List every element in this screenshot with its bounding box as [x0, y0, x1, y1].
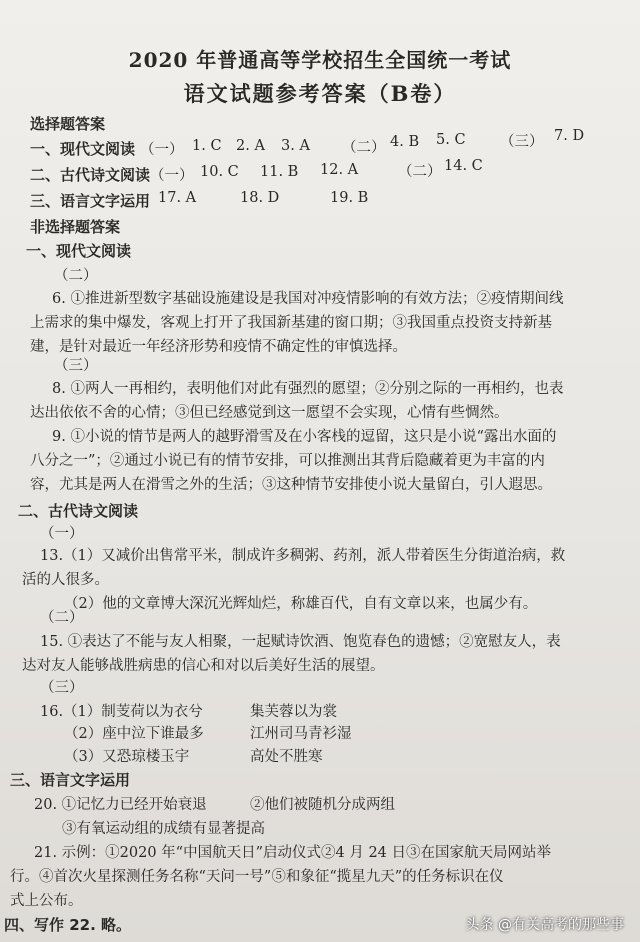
ancient-part1-label: （一） — [40, 526, 84, 542]
q16-1b: 集芙蓉以为裳 — [250, 704, 337, 720]
modern-part2-label: （二） — [54, 268, 98, 284]
answer-14: 14. C — [444, 158, 483, 174]
q9-line2: 八分之一”；②通过小说已有的情节安排，可以推测出其背后隐藏着更为丰富的内 — [30, 453, 545, 469]
q6-line2: 上需求的集中爆发，客观上打开了我国新基建的窗口期；③我国重点投资支持新基 — [30, 315, 552, 331]
q16-1a: 16.（1）制芰荷以为衣兮 — [40, 704, 203, 720]
q20-b: ②他们被随机分成两组 — [250, 797, 395, 813]
q6-line1: 6. ①推进新型数字基础设施建设是我国对冲疫情影响的有效方法；②疫情期间线 — [52, 291, 564, 307]
q15-line1: 15. ①表达了不能与友人相聚，一起赋诗饮酒、饱览春色的遗憾；②宽慰友人，表 — [40, 634, 561, 650]
language-heading: 三、语言文字运用 — [10, 771, 131, 789]
answer-17: 17. A — [158, 190, 197, 206]
choice-line1-part2: （二） — [342, 140, 386, 156]
answer-19: 19. B — [330, 190, 369, 206]
choice-line1-part3: （三） — [500, 134, 544, 150]
choice-line2-part2: （二） — [398, 164, 442, 180]
modern-reading-heading: 一、现代文阅读 — [26, 242, 132, 260]
writing-line: 四、写作 22. 略。 — [4, 916, 132, 934]
answer-11: 11. B — [260, 164, 299, 180]
ancient-part2-label: （二） — [40, 610, 84, 626]
choice-heading: 选择题答案 — [30, 115, 106, 133]
answer-12: 12. A — [320, 162, 359, 178]
modern-part3-label: （三） — [54, 358, 98, 374]
q15-line2: 达对友人能够战胜病患的信心和对以后美好生活的展望。 — [22, 658, 385, 674]
choice-line1-part1: （一） — [140, 142, 184, 158]
q21-line3: 式上公布。 — [10, 893, 83, 909]
q8-line1: 8. ①两人一再相约，表明他们对此有强烈的愿望；②分别之际的一再相约，也表 — [52, 381, 564, 397]
q16-2a: （2）座中泣下谁最多 — [64, 726, 204, 742]
watermark: 头条 @有关高考的那些事 — [465, 917, 624, 933]
q20-c: ③有氧运动组的成绩有显著提高 — [62, 821, 265, 837]
ancient-part3-label: （三） — [40, 680, 84, 696]
q13-line2: 活的人很多。 — [22, 572, 109, 588]
q16-3a: （3）又恐琼楼玉宇 — [64, 749, 190, 765]
answer-7: 7. D — [554, 128, 585, 144]
q21-line2: 行。④首次火星探测任务名称“天问一号”⑤和象征“揽星九天”的任务标识在仪 — [10, 869, 504, 885]
ancient-heading: 二、古代诗文阅读 — [18, 502, 139, 520]
q20-a: 20. ①记忆力已经开始衰退 — [34, 797, 207, 813]
q9-line3: 容，尤其是两人在滑雪之外的生活；③这种情节安排使小说大量留白，引人遐思。 — [30, 477, 552, 493]
q16-3b: 高处不胜寒 — [250, 749, 323, 765]
choice-line2-part1: （一） — [150, 168, 194, 184]
q6-line3: 建，是针对最近一年经济形势和疫情不确定性的审慎选择。 — [30, 339, 407, 355]
q16-2b: 江州司马青衫湿 — [250, 726, 352, 742]
choice-line1-label: 一、现代文阅读 — [30, 140, 136, 158]
answer-4: 4. B — [390, 134, 420, 150]
answer-3: 3. A — [281, 138, 310, 154]
exam-title: 2020 年普通高等学校招生全国统一考试 — [128, 48, 512, 72]
q13-line1: 13.（1）又减价出售常平米，制成许多稠粥、药剂，派人带着医生分街道治病，救 — [40, 548, 566, 564]
q21-line1: 21. 示例：①2020 年“中国航天日”启动仪式②4 月 24 日③在国家航天局网站举 — [34, 845, 552, 861]
answer-10: 10. C — [200, 164, 239, 180]
choice-line2-label: 二、古代诗文阅读 — [30, 166, 151, 184]
q9-line1: 9. ①小说的情节是两人的越野滑雪及在小客栈的逗留，这只是小说“露出水面的 — [52, 429, 557, 445]
answer-5: 5. C — [436, 132, 466, 148]
answer-1: 1. C — [192, 138, 222, 154]
q8-line2: 达出依依不舍的心情；③但已经感觉到这一愿望不会实现，心情有些惆然。 — [30, 405, 509, 421]
answer-18: 18. D — [240, 190, 280, 206]
answer-2: 2. A — [236, 138, 265, 154]
document-title: 语文试题参考答案（B卷） — [183, 81, 457, 106]
q13-line3: （2）他的文章博大深沉光辉灿烂，称雄百代，自有文章以来，也属少有。 — [64, 596, 538, 612]
nonchoice-heading: 非选择题答案 — [30, 218, 121, 236]
choice-line3-label: 三、语言文字运用 — [30, 192, 151, 210]
